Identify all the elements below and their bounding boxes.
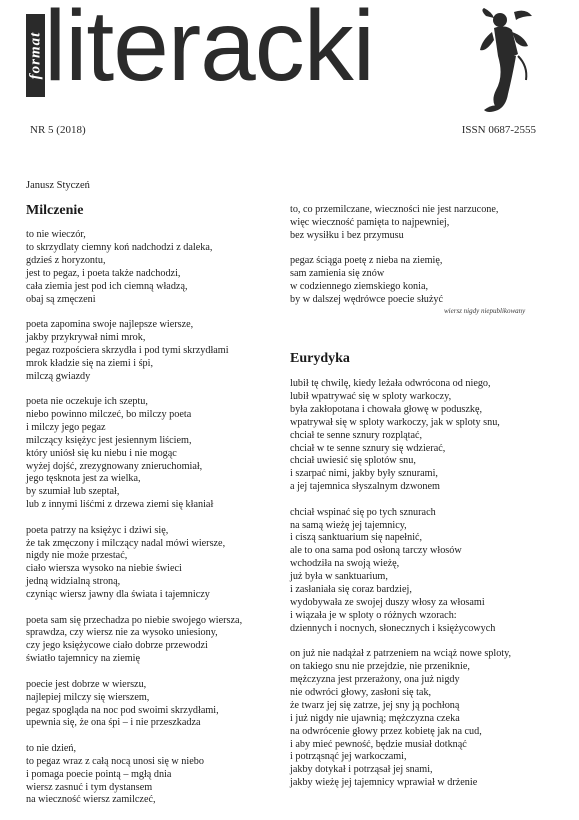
stanza [26,615,242,667]
poem-line: pegaz rozpościera skrzydła i pod tymi skrzydłami [26,344,229,356]
stanza [26,525,242,602]
poem-line: poeta zapomina swoje najlepsze wiersze, [26,318,194,330]
poem-line: czyniąc wiersz jawny dla świata i tajemniczy [26,589,210,601]
stanza [26,229,242,306]
poem-line: lubił wpatrywać się w sploty warkoczy, [290,390,452,402]
stanza [26,679,242,731]
poem-line: już była w sanktuarium, [290,571,388,583]
poem-line: chciał wspinać się po tych sznurach [290,506,436,518]
poem-line: a jej tajemnica słyszalnym dzwonem [290,481,440,493]
poem-line: wchodziła na swoją wieżę, [290,558,400,570]
poem-line: nigdy nie może przestać, [26,550,128,562]
poem-line: bez wysiłku i bez przymusu [290,229,404,241]
poem-line: lubił tę chwilę, kiedy leżała odwrócona od niego, [290,378,491,389]
poem-line: więc wieczność pamięta to najpewniej, [290,216,450,228]
poem-line: lub z innymi liśćmi z drzewa ziemi się kłaniał [26,499,214,511]
poem-line: i zasłaniała się coraz bardziej, [290,584,412,596]
poem-line: w codziennego ziemskiego konia, [290,281,429,293]
poem-line: chciał w te senne sznury się wdzierać, [290,442,446,454]
poem-milczenie-right-column [290,204,498,319]
poem-line: to, co przemilczane, wieczności nie jest narzucone, [290,204,499,215]
poem-line: i milczy jego pegaz [26,421,106,433]
poem-line: wydobywała ze swojej duszy włosy za włosami [290,597,485,608]
poem-line: sprawdza, czy wiersz nie za wysoko uniesiony, [26,627,218,639]
poem-line: poeta patrzy na księżyc i dziwi się, [26,524,169,536]
mermaid-figure-icon [478,6,536,114]
poem-line: że tak zmęczony i milczący nadal mówi wiersze, [26,537,226,549]
poem-line: to nie wieczór, [26,229,86,240]
stanza [26,319,242,384]
poem-line: że twarz jej się zatrze, jej sny ją pochłoną [290,699,460,711]
poem-eurydyka-column [290,378,511,803]
format-label: format [27,31,44,80]
poem-line: jedną widzialną stroną, [26,576,121,588]
poem-line: ale to ona sama pod osłoną tarczy włosów [290,545,462,557]
author-name: Janusz Styczeń [26,180,90,191]
stanza [290,255,498,307]
poem-title-milczenie: Milczenie [26,203,84,218]
poem-line: była zakłopotana i chowała głowę w poduszkę, [290,403,483,415]
poem-line: wiersz zasnuć i tym dystansem [26,781,153,793]
poem-line: światło tajemnicy na ziemię [26,653,141,665]
publication-note: wiersz nigdy niepublikowany [444,307,526,315]
poem-line: chciał uwiesić się splotów snu, [290,455,416,467]
poem-line: cała ziemia jest pod ich ciemną władzą, [26,280,188,292]
poem-line: i wiązała je w sploty o różnych wzorach: [290,609,457,621]
poem-line: pegaz ściąga poetę z nieba na ziemię, [290,255,443,267]
poem-line: poeta sam się przechadza po niebie swojego wiersza, [26,614,243,626]
poem-line: jest to pegaz, i poeta także nadchodzi, [26,267,181,279]
poem-line: gdzieś z horyzontu, [26,254,106,266]
poem-line: czy jego księżycowe ciało dobrze przewodzi [26,640,208,652]
poem-line: milczą gwiazdy [26,370,91,382]
poem-line: jakby dotykał i potrząsał jej snami, [290,764,433,776]
poem-line: on takiego snu nie przejdzie, nie przeniknie, [290,661,470,673]
poem-line: by w dalszej wędrówce poecie służyć [290,293,444,305]
poem-line: na samą wieżę jej tajemnicy, [290,519,407,531]
poem-line: obaj są zmęczeni [26,293,96,305]
poem-line: milczący księżyc jest jesiennym liściem, [26,434,192,446]
poem-line: jakby przykrywał nimi mrok, [26,331,146,343]
poem-line: i aby mieć pewność, będzie musiał dotknąć [290,738,467,750]
poem-line: wyżej dojść, zrezygnowany znieruchomiał, [26,460,203,472]
stanza [26,396,242,512]
magazine-logo: literacki [44,0,374,102]
poem-line: poeta nie oczekuje ich szeptu, [26,395,148,407]
poem-line: pegaz spogląda na noc pod swoimi skrzydłami, [26,704,219,716]
poem-line: który uniósł się ku niebu i nie mogąc [26,447,177,459]
poem-line: jego tęsknota jest za wielka, [26,473,141,485]
poem-line: niebo powinno milczeć, bo milczy poeta [26,408,192,420]
poem-line: to pegaz wraz z całą nocą unosi się w niebo [26,755,204,767]
stanza [26,743,242,808]
poem-line: mężczyzna jest przerażony, ona już nigdy [290,674,460,686]
poem-line: ciało wiersza wysoko na niebie świeci [26,563,182,575]
poem-line: dziennych i nocnych, słonecznych i księżycowych [290,622,496,634]
poem-line: i szarpać nimi, jakby były sznurami, [290,468,438,480]
stanza [290,204,498,243]
poem-line: i potrząsnąć jej warkoczami, [290,751,407,763]
poem-line: on już nie nadążał z patrzeniem na wciąż nowe sploty, [290,648,512,660]
stanza [290,648,511,790]
poem-line: na odwrócenie głowy przez kobietę jak na cud, [290,725,482,737]
poem-milczenie-left-column [26,229,242,820]
poem-line: na wieczność wiersz zamilczeć, [26,794,156,806]
poem-line: upewnia się, że ona śpi – i nie przeszkadza [26,717,201,729]
poem-line: wpatrywał się w sploty warkoczy, jak w sploty snu, [290,416,500,428]
poem-line: sam zamienia się znów [290,268,385,280]
stanza [290,507,511,636]
poem-line: chciał te senne sznury rozplątać, [290,429,423,441]
issn-number: ISSN 0687-2555 [461,124,536,136]
poem-line: to nie dzień, [26,742,77,754]
poem-line: jakby wieżę jej tajemnicy wprawiał w drżenie [290,777,478,789]
poem-line: i ciszą sanktuarium się napełnić, [290,532,423,544]
poem-line: i pomaga poecie pointą – mgłą dnia [26,768,172,780]
poem-line: to skrzydlaty ciemny koń nadchodzi z daleka, [26,241,213,253]
poem-line: najlepiej milczy się wierszem, [26,691,150,703]
issue-number: NR 5 (2018) [30,124,86,136]
poem-title-eurydyka: Eurydyka [290,351,350,366]
poem-line: mrok kładzie się na ziemi i śpi, [26,357,154,369]
masthead [0,0,579,136]
poem-line: by szumiał lub szeptał, [26,486,120,498]
poem-line: poecie jest dobrze w wierszu, [26,678,147,690]
poem-line: i już nigdy nie ujawnią; mężczyzna czeka [290,712,460,724]
poem-line: nie odwróci głowy, zasłoni się tak, [290,686,432,698]
format-label-box [26,14,45,97]
stanza [290,378,511,494]
